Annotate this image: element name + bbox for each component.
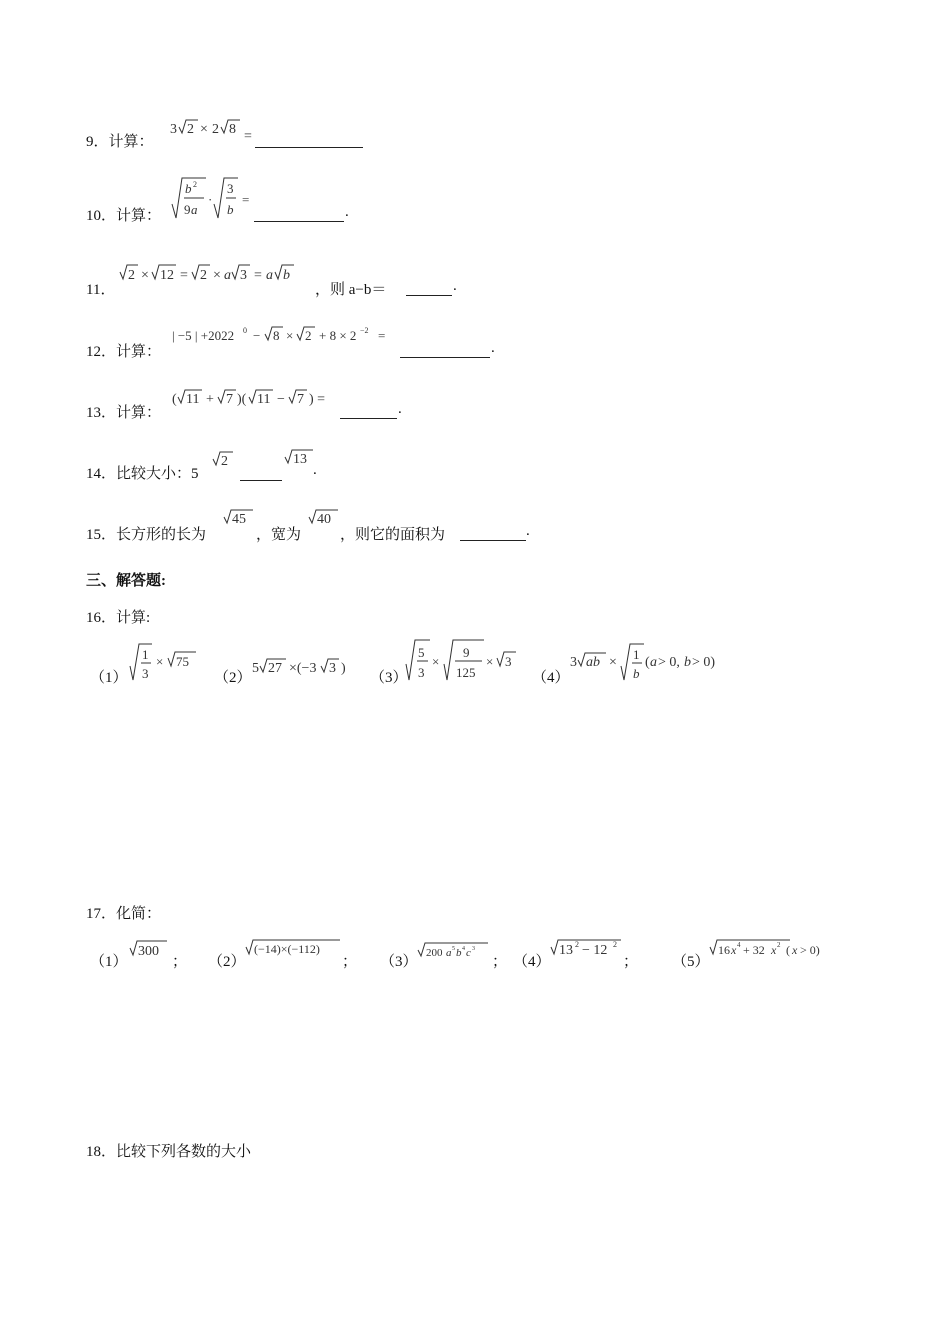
svg-text:b: b xyxy=(633,666,640,681)
q17-part-4-label: （4） xyxy=(513,954,551,970)
svg-text:200: 200 xyxy=(426,947,443,959)
svg-text:3: 3 xyxy=(170,122,177,137)
svg-text:b: b xyxy=(456,947,462,959)
svg-text:b: b xyxy=(283,268,290,283)
svg-text:3: 3 xyxy=(240,268,247,283)
svg-text:x: x xyxy=(792,943,798,957)
question-number: 11． xyxy=(86,282,116,298)
svg-text:1: 1 xyxy=(142,647,149,662)
svg-text:4: 4 xyxy=(462,946,465,952)
svg-text:+: + xyxy=(206,392,214,407)
q17-sep-3: ； xyxy=(492,954,508,970)
q16-part-4-label: （4） xyxy=(532,670,570,686)
q11-formula xyxy=(118,260,318,286)
svg-text:=: = xyxy=(242,192,250,207)
svg-text:− 12: − 12 xyxy=(582,943,608,958)
question-10 xyxy=(86,204,161,225)
q17-part-5-formula xyxy=(708,937,834,961)
svg-text:| −5 | +2022: | −5 | +2022 xyxy=(172,328,235,343)
svg-text:125: 125 xyxy=(456,665,476,680)
q17-part-1-formula xyxy=(128,937,172,961)
svg-text:ab: ab xyxy=(586,655,600,670)
question-16 xyxy=(86,606,150,627)
q16-part-3-label: （3） xyxy=(370,670,408,686)
svg-text:2: 2 xyxy=(212,122,219,137)
answer-blank-9[interactable] xyxy=(255,133,363,148)
svg-text:3: 3 xyxy=(472,946,475,952)
svg-text:×: × xyxy=(609,655,617,670)
svg-text:2: 2 xyxy=(613,940,617,949)
svg-text:a: a xyxy=(650,655,657,670)
svg-text:2: 2 xyxy=(200,268,207,283)
answer-blank-10[interactable] xyxy=(254,207,344,222)
svg-text:x: x xyxy=(771,943,777,957)
svg-text:7: 7 xyxy=(297,392,304,407)
svg-text:×: × xyxy=(286,328,294,343)
svg-text:3: 3 xyxy=(418,665,425,680)
svg-text:3: 3 xyxy=(142,666,149,681)
q16-part-1-formula xyxy=(128,640,202,684)
q17-sep-1: ； xyxy=(172,954,188,970)
svg-text:−: − xyxy=(253,328,261,343)
q17-part-5-label: （5） xyxy=(672,954,710,970)
svg-text:−2: −2 xyxy=(360,326,369,335)
svg-text:> 0): > 0) xyxy=(800,943,820,957)
svg-text:×: × xyxy=(432,654,440,669)
svg-text:5: 5 xyxy=(252,661,259,676)
q16-part-1-label: （1） xyxy=(90,670,128,686)
svg-text:·: · xyxy=(208,192,213,207)
q13-formula xyxy=(170,385,342,409)
svg-text:40: 40 xyxy=(317,512,331,527)
svg-text:75: 75 xyxy=(176,654,189,669)
svg-text:a: a xyxy=(446,947,452,959)
svg-text:7: 7 xyxy=(226,392,233,407)
svg-text:−: − xyxy=(277,392,285,407)
svg-text:45: 45 xyxy=(232,512,246,527)
period: . xyxy=(398,401,402,417)
svg-text:300: 300 xyxy=(138,944,159,959)
svg-text:b: b xyxy=(185,181,192,196)
q15-length xyxy=(222,506,256,528)
question-17 xyxy=(86,902,161,923)
svg-text:11: 11 xyxy=(186,392,200,407)
svg-text:3: 3 xyxy=(505,654,512,669)
q17-part-1-label: （1） xyxy=(90,954,128,970)
question-number: 15．长方形的长为 xyxy=(86,527,207,543)
period: . xyxy=(491,340,495,356)
svg-text:×: × xyxy=(200,122,208,137)
svg-text:×: × xyxy=(156,654,164,669)
svg-text:+ 32: + 32 xyxy=(743,943,765,957)
svg-text:=: = xyxy=(378,328,386,343)
svg-text:2: 2 xyxy=(193,180,197,189)
svg-text:3: 3 xyxy=(227,181,234,196)
svg-text:a: a xyxy=(224,268,231,283)
svg-text:2: 2 xyxy=(128,268,135,283)
question-13 xyxy=(86,401,161,422)
svg-text:13: 13 xyxy=(559,943,573,958)
question-9 xyxy=(86,130,154,151)
q17-part-3-label: （3） xyxy=(380,954,418,970)
question-number: 9．计算： xyxy=(86,134,154,150)
q10-formula xyxy=(170,174,260,224)
q16-part-2-formula xyxy=(250,654,356,680)
question-number: 12．计算： xyxy=(86,344,162,360)
q9-formula xyxy=(170,116,260,140)
svg-text:×: × xyxy=(486,654,494,669)
q15-mid: ，宽为 xyxy=(256,527,302,543)
svg-text:11: 11 xyxy=(257,392,271,407)
section-heading: 三、解答题: xyxy=(86,573,166,589)
q17-part-2-label: （2） xyxy=(208,954,246,970)
svg-text:8: 8 xyxy=(229,122,236,137)
svg-text:x: x xyxy=(731,943,737,957)
svg-text:9: 9 xyxy=(184,202,191,217)
question-18 xyxy=(86,1140,251,1161)
q16-part-4-formula xyxy=(568,640,738,684)
q16-part-3-formula xyxy=(404,636,520,684)
question-14 xyxy=(86,462,199,483)
period: . xyxy=(313,462,317,478)
svg-text:b: b xyxy=(684,655,691,670)
svg-text:+ 8 × 2: + 8 × 2 xyxy=(319,328,357,343)
svg-text:2: 2 xyxy=(575,940,579,949)
question-number: 17．化简： xyxy=(86,906,162,922)
svg-text:×: × xyxy=(141,268,149,283)
svg-text:=: = xyxy=(254,268,262,283)
svg-text:1: 1 xyxy=(633,647,640,662)
question-11 xyxy=(86,278,115,299)
question-number: 10．计算： xyxy=(86,208,162,224)
svg-text:3: 3 xyxy=(329,661,336,676)
question-number: 16．计算: xyxy=(86,610,151,626)
q17-sep-2: ； xyxy=(342,954,358,970)
svg-text:b: b xyxy=(227,202,234,217)
svg-text:13: 13 xyxy=(293,452,307,467)
q14-formula-a xyxy=(211,448,237,470)
q17-sep-4: ； xyxy=(623,954,639,970)
svg-text:4: 4 xyxy=(737,941,741,949)
period: . xyxy=(453,278,457,294)
q16-part-2-label: （2） xyxy=(214,670,252,686)
svg-text:3: 3 xyxy=(570,655,577,670)
svg-text:(: ( xyxy=(786,943,790,957)
question-12 xyxy=(86,340,161,361)
svg-text:(−14)×(−112): (−14)×(−112) xyxy=(254,942,320,956)
answer-blank-14[interactable] xyxy=(240,466,282,481)
svg-text:27: 27 xyxy=(268,661,282,676)
svg-text:> 0,: > 0, xyxy=(658,655,680,670)
svg-text:0: 0 xyxy=(243,326,247,335)
question-number: 13．计算： xyxy=(86,405,162,421)
svg-text:a: a xyxy=(191,202,198,217)
question-number: 18．比较下列各数的大小 xyxy=(86,1144,252,1160)
question-15 xyxy=(86,523,206,544)
svg-text:) =: ) = xyxy=(309,392,326,407)
svg-text:12: 12 xyxy=(160,268,174,283)
svg-text:5: 5 xyxy=(418,645,425,660)
q17-part-4-formula xyxy=(549,936,625,960)
answer-blank-15[interactable] xyxy=(460,526,526,541)
svg-text:=: = xyxy=(244,129,252,140)
svg-text:2: 2 xyxy=(777,941,781,949)
svg-text:)(: )( xyxy=(237,392,247,407)
answer-blank-12[interactable] xyxy=(400,343,490,358)
svg-text:2: 2 xyxy=(221,454,228,469)
svg-text:c: c xyxy=(466,947,471,959)
svg-text:5: 5 xyxy=(452,946,455,952)
svg-text:(: ( xyxy=(645,655,650,670)
svg-text:2: 2 xyxy=(187,122,194,137)
svg-text:> 0): > 0) xyxy=(692,655,716,670)
svg-text:2: 2 xyxy=(305,328,312,343)
answer-blank-13[interactable] xyxy=(340,404,397,419)
q17-part-3-formula xyxy=(416,940,492,962)
q11-text: ，则 a−b＝ xyxy=(315,282,387,298)
period: . xyxy=(345,204,349,220)
svg-text:9: 9 xyxy=(463,645,470,660)
q15-width xyxy=(307,506,341,528)
answer-blank-11[interactable] xyxy=(406,281,452,296)
svg-text:(: ( xyxy=(172,392,177,407)
svg-text:a: a xyxy=(266,268,273,283)
svg-text:×: × xyxy=(213,268,221,283)
period: . xyxy=(526,523,530,539)
q15-text: ，则它的面积为 xyxy=(340,527,446,543)
svg-text:8: 8 xyxy=(273,328,280,343)
q12-formula xyxy=(170,322,400,348)
q14-formula-b xyxy=(283,446,317,468)
svg-text:): ) xyxy=(341,661,346,676)
svg-text:16: 16 xyxy=(718,943,730,957)
svg-text:×(−3: ×(−3 xyxy=(289,661,317,676)
svg-text:=: = xyxy=(180,268,188,283)
q17-part-2-formula xyxy=(244,936,344,960)
question-number: 14．比较大小：5 xyxy=(86,466,199,482)
